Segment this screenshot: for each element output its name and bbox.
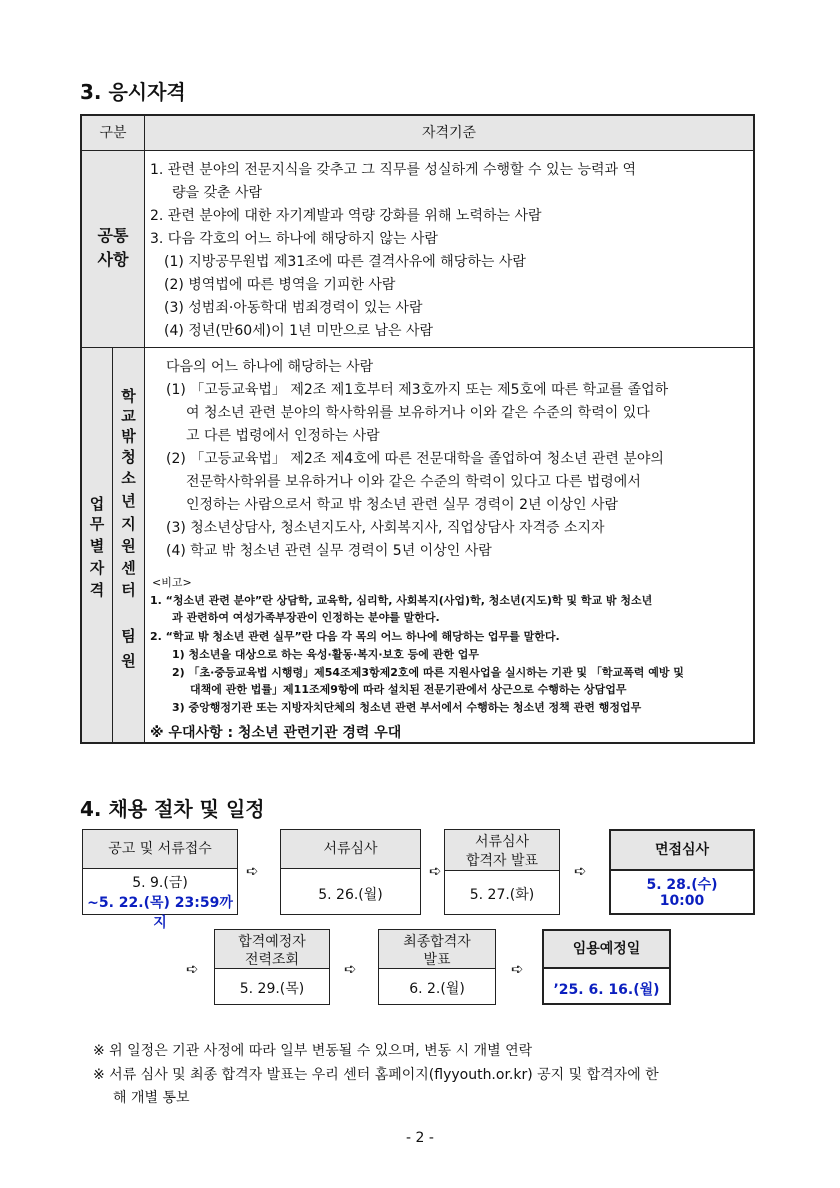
- step-name-box: [379, 930, 495, 969]
- table-header-row: [82, 116, 753, 151]
- job-line: (3) 청소년상담사, 청소년지도사, 사회복지사, 직업상담사 자격증 소지자: [166, 520, 605, 536]
- step-name: 임용예정일: [544, 931, 669, 969]
- job-inner-char: 소: [121, 469, 136, 487]
- step-deadline: ~5. 22.(목) 23:59까지: [87, 895, 233, 931]
- step-name: 서류심사: [281, 830, 420, 869]
- job-outer-label-cell: [82, 348, 113, 742]
- step-name-box: [215, 930, 329, 969]
- job-inner-char: 터: [121, 581, 136, 599]
- common-line: 1. 관련 분야의 전문지식을 갖추고 그 직무를 성실하게 수행할 수 있는 능력과 역: [150, 162, 637, 178]
- common-line: 량을 갖춘 사람: [172, 185, 263, 201]
- job-line: 여 청소년 관련 분야의 학사학위를 보유하거나 이와 같은 수준의 학력이 있다: [186, 405, 650, 421]
- note-line: 1) 청소년을 대상으로 하는 육성·활동·복지·보호 등에 관한 업무: [172, 648, 480, 661]
- job-inner-char: 청: [121, 448, 136, 466]
- job-line: 고 다른 법령에서 인정하는 사람: [186, 428, 380, 444]
- job-line: 다음의 어느 하나에 해당하는 사람: [166, 359, 374, 375]
- preference-note: ※ 우대사항 : 청소년 관련기관 경력 우대: [150, 725, 402, 741]
- qualification-table: [80, 114, 755, 744]
- note-line: 3) 중앙행정기관 또는 지방자치단체의 청소년 관련 부서에서 수행하는 청소년 정책 관련 행정업무: [172, 701, 642, 714]
- note-line: 2. “학교 밖 청소년 관련 실무”란 다음 각 목의 어느 하나에 해당하는 업무를 말한다.: [150, 630, 560, 643]
- step-name: 공고 및 서류접수: [83, 830, 237, 869]
- note-line: 1. “청소년 관련 분야”란 상담학, 교육학, 심리학, 사회복지(사업)학, 청소년(지도)학 및 학교 밖 청소년: [150, 594, 653, 607]
- right-arrow-icon: ➪: [429, 862, 442, 880]
- step-date: 5. 28.(수): [646, 877, 718, 893]
- job-inner-char: 학: [121, 387, 136, 405]
- step-date: 5. 29.(목): [239, 981, 305, 997]
- step-name-line2: 발표: [423, 952, 451, 968]
- step-date: 5. 26.(월): [318, 887, 383, 903]
- job-inner-char: 밖: [121, 427, 136, 445]
- job-inner-char: 팀: [121, 627, 136, 645]
- job-line: (2) 「고등교육법」 제2조 제4호에 따른 전문대학을 졸업하여 청소년 관련 분야의: [166, 451, 664, 467]
- job-inner-char: 원: [121, 537, 136, 555]
- step-date: ’25. 6. 16.(월): [553, 982, 660, 998]
- common-label-cell: [82, 151, 145, 347]
- job-inner-label-cell: [113, 348, 145, 742]
- common-requirements-row: [82, 151, 753, 348]
- step-time: 10:00: [659, 893, 705, 909]
- step-date: 6. 2.(월): [409, 981, 465, 997]
- right-arrow-icon: ➪: [574, 862, 587, 880]
- step-box-interview: [609, 829, 755, 915]
- schedule-footnote: ※ 위 일정은 기관 사정에 따라 일부 변동될 수 있으며, 변동 시 개별 연락: [93, 1043, 533, 1059]
- job-line: 인정하는 사람으로서 학교 밖 청소년 관련 실무 경력이 2년 이상인 사람: [186, 497, 619, 513]
- step-name-line2: 전력조회: [244, 952, 300, 968]
- schedule-footnote: 해 개별 통보: [113, 1090, 190, 1106]
- common-label-line2: 사항: [97, 250, 129, 269]
- step-box-document-result: [444, 829, 560, 915]
- job-line: (4) 학교 밖 청소년 관련 실무 경력이 5년 이상인 사람: [166, 543, 492, 559]
- header-criteria: 자격기준: [421, 125, 477, 141]
- section-3-title: 3. 응시자격: [80, 80, 186, 104]
- right-arrow-icon: ➪: [511, 960, 524, 978]
- right-arrow-icon: ➪: [186, 960, 199, 978]
- common-line: 3. 다음 각호의 어느 하나에 해당하지 않는 사람: [150, 231, 438, 247]
- step-box-document-review: [280, 829, 421, 915]
- common-line: (3) 성범죄·아동학대 범죄경력이 있는 사람: [164, 300, 423, 316]
- job-line: (1) 「고등교육법」 제2조 제1호부터 제3호까지 또는 제5호에 따른 학교를 졸업하: [166, 382, 669, 398]
- step-name-line1: 합격예정자: [238, 934, 306, 950]
- job-inner-char: 지: [121, 515, 136, 533]
- note-line: 대책에 관한 법률」제11조제9항에 따라 설치된 전문기관에서 상근으로 수행하는 상담업무: [190, 683, 627, 696]
- step-name-box: [445, 830, 559, 871]
- right-arrow-icon: ➪: [246, 862, 259, 880]
- step-box-application: [82, 829, 238, 931]
- notes-heading: <비고>: [152, 576, 192, 589]
- step-name-line2: 합격자 발표: [465, 853, 539, 869]
- step-name: 면접심사: [611, 831, 753, 871]
- note-line: 2) 「초·중등교육법 시행령」제54조제3항제2호에 따른 지원사업을 실시하는 기관 및 「학교폭력 예방 및: [172, 666, 684, 679]
- job-outer-char: 업: [89, 495, 105, 513]
- step-name-line1: 최종합격자: [403, 934, 471, 950]
- common-line: (4) 정년(만60세)이 1년 미만으로 남은 사람: [164, 323, 434, 339]
- page-number: - 2 -: [406, 1130, 434, 1146]
- step-date: 5. 27.(화): [469, 887, 535, 903]
- job-line: 전문학사학위를 보유하거나 이와 같은 수준의 학력이 있다고 다른 법령에서: [186, 474, 641, 490]
- job-requirements-row: [82, 348, 753, 742]
- step-box-background-check: [214, 929, 330, 1005]
- job-inner-char: 교: [121, 407, 136, 425]
- schedule-footnote: ※ 서류 심사 및 최종 합격자 발표는 우리 센터 홈페이지(flyyouth.or.kr) 공지 및 합격자에 한: [93, 1067, 659, 1083]
- step-box-appointment: [542, 929, 671, 1005]
- step-date: 5. 9.(금): [132, 875, 188, 891]
- job-outer-char: 자: [89, 559, 105, 577]
- common-line: (1) 지방공무원법 제31조에 따른 결격사유에 해당하는 사람: [164, 254, 526, 270]
- step-box-final-result: [378, 929, 496, 1005]
- job-inner-char: 년: [121, 492, 136, 510]
- section-4-title: 4. 채용 절차 및 일정: [80, 797, 265, 821]
- note-line: 과 관련하여 여성가족부장관이 인정하는 분야를 말한다.: [172, 611, 440, 624]
- common-label-line1: 공통: [97, 226, 129, 245]
- job-outer-char: 격: [89, 581, 105, 599]
- common-line: 2. 관련 분야에 대한 자기계발과 역량 강화를 위해 노력하는 사람: [150, 208, 542, 224]
- header-category: 구분: [82, 116, 145, 150]
- job-inner-char: 센: [121, 559, 136, 577]
- common-line: (2) 병역법에 따른 병역을 기피한 사람: [164, 277, 396, 293]
- job-outer-char: 무: [89, 515, 105, 533]
- job-inner-char: 원: [121, 652, 136, 670]
- step-name-line1: 서류심사: [474, 834, 530, 850]
- job-outer-char: 별: [89, 537, 105, 555]
- right-arrow-icon: ➪: [344, 960, 357, 978]
